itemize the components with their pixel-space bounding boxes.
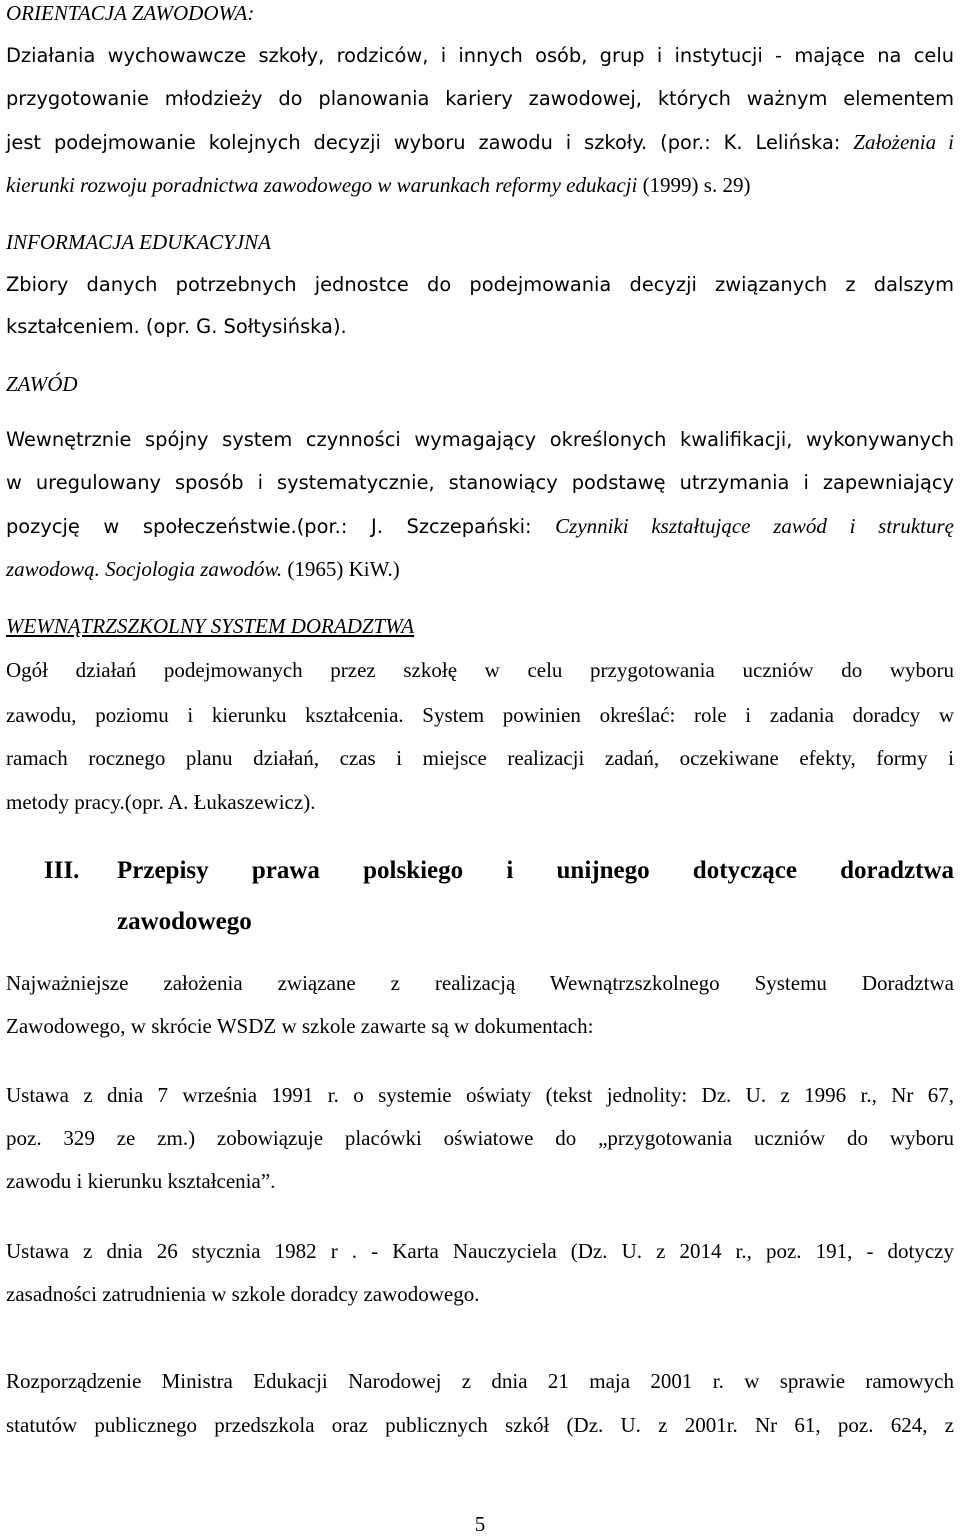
zawod-citation-source: (1965) KiW.) bbox=[282, 557, 400, 581]
wsdz-text-line: ramach rocznego planu działań, czas i miejsce realizacji zadań, oczekiwane efekty, formy i bbox=[6, 746, 954, 770]
orientacja-citation-title: Założenia i bbox=[853, 130, 954, 154]
section-title-line: Przepisy prawa polskiego i unijnego dotyczące doradztwa bbox=[117, 857, 954, 884]
orientacja-text-line bbox=[6, 170, 954, 200]
ustawa-1982-line: Ustawa z dnia 26 stycznia 1982 r . - Karta Nauczyciela (Dz. U. z 2014 r., poz. 191, - dotyczy bbox=[6, 1239, 954, 1263]
zawod-text-line: Wewnętrznie spójny system czynności wymagający określonych kwalifikacji, wykonywanych bbox=[6, 428, 954, 451]
orientacja-text-line: przygotowanie młodzieży do planowania kariery zawodowej, których ważnym elementem bbox=[6, 87, 954, 110]
section-title-line: zawodowego bbox=[117, 908, 252, 935]
ustawa-1991-line: Ustawa z dnia 7 września 1991 r. o systemie oświaty (tekst jednolity: Dz. U. z 1996 r., Nr 67, bbox=[6, 1083, 954, 1107]
rozporzadzenie-line: Rozporządzenie Ministra Edukacji Narodowej z dnia 21 maja 2001 r. w sprawie ramowych bbox=[6, 1369, 954, 1393]
orientacja-text: jest podejmowanie kolejnych decyzji wyboru zawodu i szkoły. (por.: K. Lelińska: bbox=[6, 131, 854, 154]
orientacja-heading: ORIENTACJA ZAWODOWA: bbox=[6, 1, 255, 25]
zawod-heading: ZAWÓD bbox=[6, 372, 78, 396]
ustawa-1991-line: zawodu i kierunku kształcenia”. bbox=[6, 1169, 276, 1193]
zawod-text-line bbox=[6, 554, 954, 584]
orientacja-text-line bbox=[6, 127, 954, 158]
orientacja-text-line: Działania wychowawcze szkoły, rodziców, i innych osób, grup i instytucji - mające na celu bbox=[6, 44, 954, 67]
informacja-text-line: Zbiory danych potrzebnych jednostce do podejmowania decyzji związanych z dalszym bbox=[6, 273, 954, 296]
section-number: III. bbox=[44, 857, 80, 884]
ustawa-1991-line: poz. 329 ze zm.) zobowiązuje placówki oświatowe do „przygotowania uczniów do wyboru bbox=[6, 1126, 954, 1150]
informacja-text-line: kształceniem. (opr. G. Sołtysińska). bbox=[6, 315, 347, 338]
zawod-text: pozycję w społeczeństwie.(por.: J. Szczepański: bbox=[6, 515, 556, 538]
page-number: 5 bbox=[474, 1512, 486, 1536]
zawod-citation-title: zawodową. Socjologia zawodów. bbox=[6, 557, 283, 581]
zawod-text-line bbox=[6, 511, 954, 542]
wsdz-text-line: Ogół działań podejmowanych przez szkołę w celu przygotowania uczniów do wyboru bbox=[6, 658, 954, 682]
zawod-citation-title: Czynniki kształtujące zawód i strukturę bbox=[555, 514, 954, 538]
zawod-text-line: w uregulowany sposób i systematycznie, stanowiący podstawę utrzymania i zapewniający bbox=[6, 471, 954, 494]
rozporzadzenie-line: statutów publicznego przedszkola oraz publicznych szkół (Dz. U. z 2001r. Nr 61, poz. 624, z bbox=[6, 1413, 954, 1437]
ustawa-1982-line: zasadności zatrudnienia w szkole doradcy zawodowego. bbox=[6, 1282, 480, 1306]
wsdz-text-line: zawodu, poziomu i kierunku kształcenia. System powinien określać: role i zadania doradcy w bbox=[6, 703, 954, 727]
informacja-heading: INFORMACJA EDUKACYJNA bbox=[6, 230, 272, 254]
orientacja-citation-source: (1999) s. 29) bbox=[637, 173, 751, 197]
orientacja-citation-title: kierunki rozwoju poradnictwa zawodowego w warunkach reformy edukacji bbox=[6, 173, 638, 197]
intro-text-line: Najważniejsze założenia związane z realizacją Wewnątrzszkolnego Systemu Doradztwa bbox=[6, 971, 954, 995]
intro-text-line: Zawodowego, w skrócie WSDZ w szkole zawarte są w dokumentach: bbox=[6, 1014, 594, 1038]
wsdz-heading: WEWNĄTRZSZKOLNY SYSTEM DORADZTWA bbox=[6, 614, 415, 638]
wsdz-text-line: metody pracy.(opr. A. Łukaszewicz). bbox=[6, 790, 316, 814]
